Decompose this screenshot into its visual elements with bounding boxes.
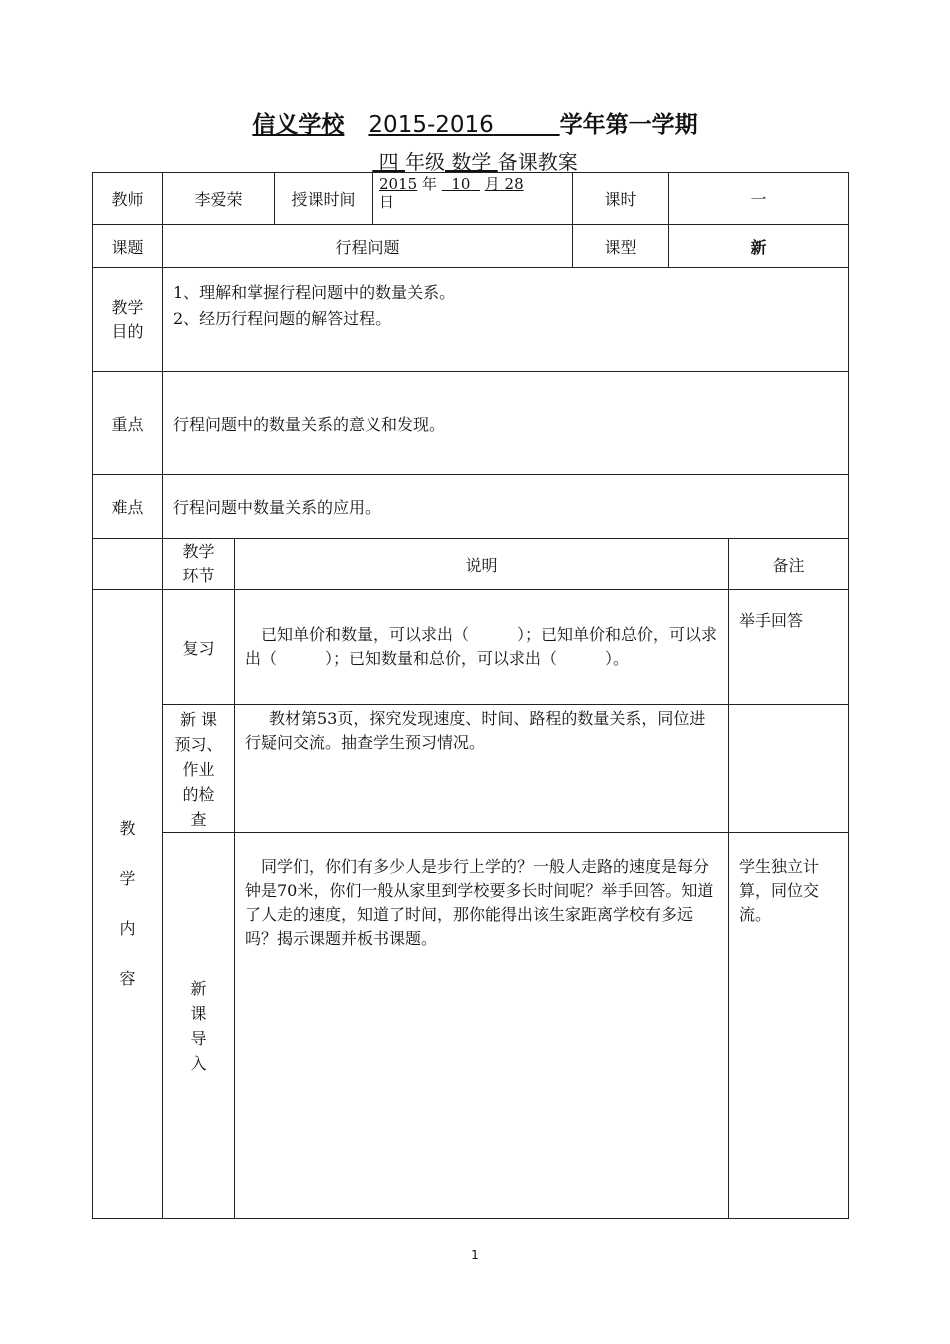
content-header-row: [93, 539, 849, 590]
topic-row: [93, 225, 849, 268]
grade-text: 四: [378, 150, 399, 174]
period-value: 一: [669, 173, 849, 225]
time-label: 授课时间: [275, 173, 373, 225]
stage-preview-check: [163, 705, 235, 833]
preview-note: [729, 705, 849, 833]
difficulty-label: 难点: [93, 475, 163, 539]
stage-line: 预习、: [174, 735, 223, 754]
content-row-preview: [93, 705, 849, 833]
review-description: 已知单价和数量，可以求出（ ）；已知单价和总价，可以求出（ ）；已知数量和总价，可以求出（ ）。: [235, 590, 729, 705]
subject-text: 数学: [451, 150, 492, 174]
preview-description: 教材第53页，探究发现速度、时间、路程的数量关系，同位进行疑问交流。抽查学生预习情况。: [235, 705, 729, 833]
goals-label-line2: 目的: [111, 321, 144, 341]
stage-line: 导: [190, 1028, 207, 1048]
stage-header-line2: 环节: [182, 566, 215, 585]
side-label-char: 教: [119, 819, 136, 838]
date-month: [442, 175, 480, 193]
type-label: 课型: [573, 225, 669, 268]
stage-line: 新: [190, 978, 207, 998]
lesson-plan-table: [92, 172, 849, 1219]
document-subtitle: [0, 146, 950, 175]
school-years: 2015-2016: [368, 112, 494, 138]
date-month-text: 10: [451, 175, 471, 193]
grade-value: [372, 150, 405, 174]
years-underline-pad: [494, 112, 560, 138]
intro-note: 学生独立计算，同位交流。: [729, 833, 849, 1219]
school-name: 信义学校: [252, 112, 345, 138]
side-label-char: 内: [119, 919, 136, 938]
stage-line: 课: [190, 1003, 207, 1023]
page-number: 1: [471, 1248, 479, 1262]
date-day-char: 日: [379, 193, 395, 211]
key-point-label: 重点: [93, 372, 163, 475]
topic-label: 课题: [93, 225, 163, 268]
stage-line: 入: [190, 1053, 207, 1073]
stage-line: 作业: [182, 760, 215, 779]
goals-label: [93, 268, 163, 372]
difficulty-text: 行程问题中数量关系的应用。: [163, 475, 849, 539]
grade-suffix: 年级: [405, 150, 445, 174]
description-column-header: 说明: [235, 539, 729, 590]
lesson-date: [373, 173, 573, 225]
term-label: 学年第一学期: [559, 112, 698, 138]
side-label-char: 容: [119, 969, 136, 988]
difficulty-row: [93, 475, 849, 539]
stage-column-header: [163, 539, 235, 590]
date-month-char: 月: [484, 175, 500, 193]
content-header-blank: [93, 539, 163, 590]
teaching-content-label: [93, 590, 163, 1219]
goals-row: [93, 268, 849, 372]
key-point-text: 行程问题中的数量关系的意义和发现。: [163, 372, 849, 475]
side-label-char: 学: [119, 869, 136, 888]
date-day: [500, 175, 524, 193]
goals-list: [163, 268, 849, 372]
notes-column-header: 备注: [729, 539, 849, 590]
period-label: 课时: [573, 173, 669, 225]
key-point-row: [93, 372, 849, 475]
teacher-label: 教师: [93, 173, 163, 225]
document-title: [0, 106, 950, 139]
content-row-intro: [93, 833, 849, 1219]
stage-header-line1: 教学: [182, 542, 215, 561]
info-row: [93, 173, 849, 225]
stage-line: 的检: [182, 785, 215, 804]
stage-line: 查: [190, 810, 207, 829]
goals-label-line1: 教学: [111, 297, 144, 317]
goal-item: 1、理解和掌握行程问题中的数量关系。: [173, 283, 456, 302]
intro-description: 同学们，你们有多少人是步行上学的？一般人走路的速度是每分钟是70米，你们一般从家里到学校要多长时间呢？举手回答。知道了人走的速度，知道了时间，那你能得出该生家距离学校有多远吗？揭示课题并板书课题。: [235, 833, 729, 1219]
date-day-text: 28: [504, 175, 524, 193]
topic-value: 行程问题: [163, 225, 573, 268]
type-value: 新: [669, 225, 849, 268]
goal-item: 2、经历行程问题的解答过程。: [173, 309, 392, 328]
doc-type: 备课教案: [497, 150, 578, 174]
stage-line: 新 课: [179, 710, 218, 729]
teacher-name: 李爱荣: [163, 173, 275, 225]
content-row-review: [93, 590, 849, 705]
date-year-char: 年: [421, 175, 437, 193]
review-note: 举手回答: [729, 590, 849, 705]
stage-review: 复习: [163, 590, 235, 705]
date-year: 2015: [379, 175, 418, 193]
stage-new-lesson-intro: [163, 833, 235, 1219]
subject-value: [445, 150, 498, 174]
